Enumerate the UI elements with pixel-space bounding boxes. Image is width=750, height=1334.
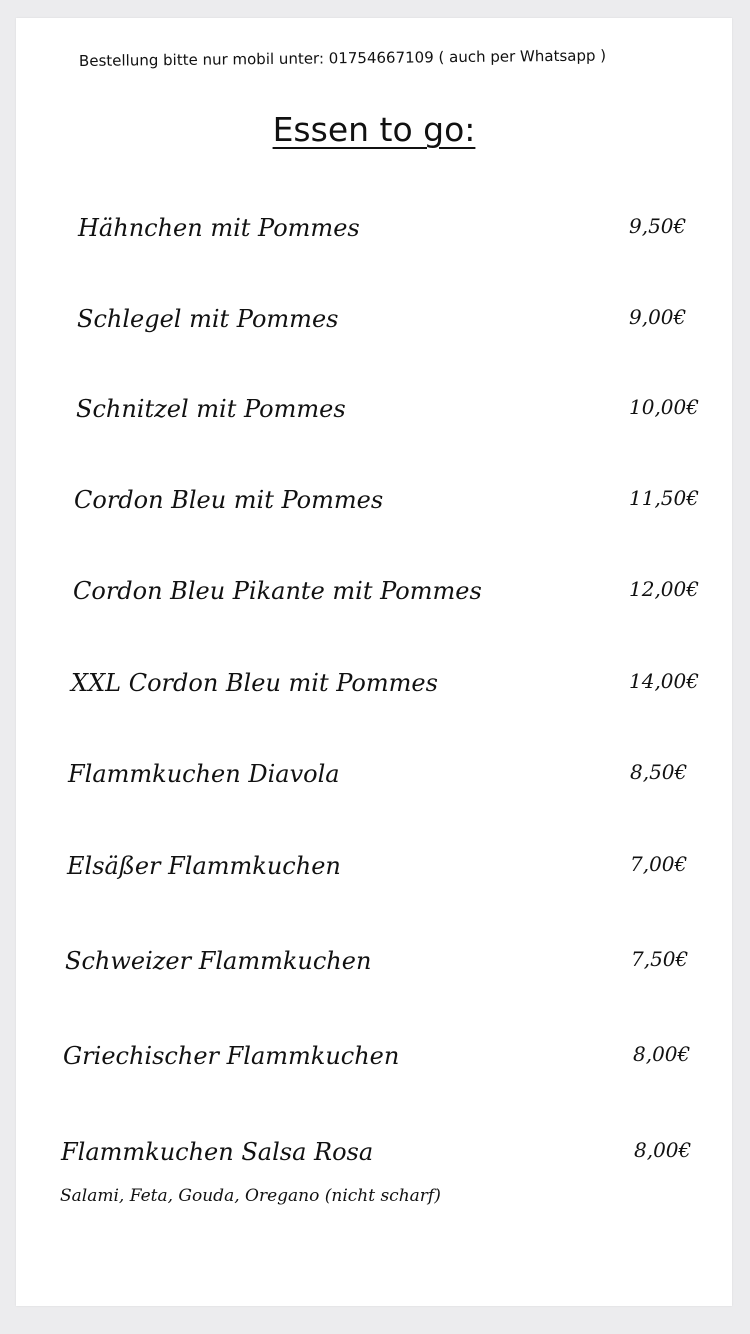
menu-item-price: 14,00€ [629, 669, 699, 693]
menu-item-price: 9,50€ [629, 214, 687, 238]
menu-sheet [16, 18, 732, 1306]
menu-item-price: 9,00€ [629, 305, 687, 329]
menu-item-price: 8,00€ [634, 1138, 692, 1162]
page-title-text: Essen to go: [272, 110, 476, 149]
menu-item-price: 11,50€ [629, 486, 699, 510]
menu-item [16, 947, 732, 987]
menu-item [16, 1138, 732, 1178]
menu-item-name: Griechischer Flammkuchen [63, 1042, 400, 1070]
page-title [16, 110, 732, 149]
menu-item-name: Flammkuchen Diavola [68, 760, 340, 788]
menu-item-note: Salami, Feta, Gouda, Oregano (nicht scharf) [60, 1186, 441, 1206]
menu-item-name: Schnitzel mit Pommes [76, 395, 346, 423]
menu-item-name: Elsäßer Flammkuchen [67, 852, 341, 880]
menu-item [16, 305, 732, 345]
menu-item-name: Hähnchen mit Pommes [78, 214, 360, 242]
menu-item-name: XXL Cordon Bleu mit Pommes [71, 669, 438, 697]
order-contact-line: Bestellung bitte nur mobil unter: 01754667109 ( auch per Whatsapp ) [78, 46, 607, 70]
menu-item [16, 214, 732, 254]
menu-item [16, 395, 732, 435]
menu-item-price: 10,00€ [629, 395, 699, 419]
menu-item-price: 8,00€ [633, 1042, 691, 1066]
menu-item-name: Schlegel mit Pommes [77, 305, 339, 333]
menu-item-name: Flammkuchen Salsa Rosa [61, 1138, 374, 1166]
menu-item-name: Cordon Bleu Pikante mit Pommes [73, 577, 482, 605]
menu-item-price: 7,50€ [631, 947, 689, 971]
menu-item-price: 12,00€ [629, 577, 699, 601]
menu-item [16, 852, 732, 892]
menu-item-name: Schweizer Flammkuchen [65, 947, 372, 975]
menu-item [16, 577, 732, 617]
menu-item-price: 8,50€ [630, 760, 688, 784]
menu-item [16, 760, 732, 800]
menu-item [16, 669, 732, 709]
menu-item-price: 7,00€ [630, 852, 688, 876]
menu-item [16, 1042, 732, 1082]
menu-item-name: Cordon Bleu mit Pommes [74, 486, 384, 514]
menu-item [16, 486, 732, 526]
